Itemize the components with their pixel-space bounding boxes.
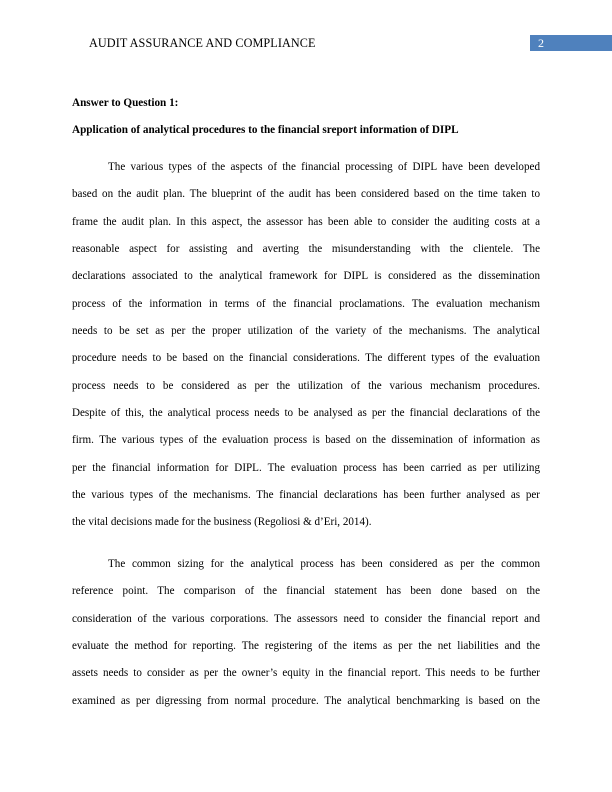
paragraph-line: the vital decisions made for the business (Regoliosi & d’Eri, 2014). bbox=[72, 516, 372, 529]
paragraph-line: reference point. The comparison of the financial statement has been done based on the bbox=[72, 585, 540, 598]
paragraph-line: frame the audit plan. In this aspect, the assessor has been able to consider the auditing costs at a bbox=[72, 215, 540, 228]
paragraph-2 bbox=[72, 551, 540, 715]
paragraph-line: reasonable aspect for assisting and averting the misunderstanding with the clientele. The bbox=[72, 243, 540, 256]
paragraph-line: consideration of the various corporations. The assessors need to consider the financial report and bbox=[72, 612, 540, 625]
section-heading: Application of analytical procedures to the financial sreport information of DIPL bbox=[72, 124, 459, 136]
paragraph-line: procedure needs to be based on the financial considerations. The different types of the evaluation bbox=[72, 352, 540, 365]
paragraph-line: The common sizing for the analytical process has been considered as per the common bbox=[108, 558, 540, 570]
paragraph-line: examined as per digressing from normal procedure. The analytical benchmarking is based on the bbox=[72, 694, 540, 707]
paragraph-line: process of the information in terms of the financial proclamations. The evaluation mechanism bbox=[72, 297, 540, 310]
paragraph-line: declarations associated to the analytical framework for DIPL is considered as the dissemination bbox=[72, 270, 540, 283]
paragraph-line: Despite of this, the analytical process needs to be analysed as per the financial declarations of the bbox=[72, 407, 540, 420]
paragraph-line: assets needs to consider as per the owner’s equity in the financial report. This needs to be further bbox=[72, 667, 540, 680]
paragraph-1 bbox=[72, 154, 540, 537]
paragraph-line: per the financial information for DIPL. The evaluation process has been carried as per utilizing bbox=[72, 461, 540, 474]
paragraph-line: firm. The various types of the evaluation process is based on the dissemination of information as bbox=[72, 434, 540, 447]
question-heading: Answer to Question 1: bbox=[72, 97, 179, 109]
paragraph-line: the various types of the mechanisms. The financial declarations has been further analysed as per bbox=[72, 489, 540, 502]
paragraph-line: process needs to be considered as per the utilization of the various mechanism procedures. bbox=[72, 379, 540, 392]
paragraph-line: evaluate the method for reporting. The registering of the items as per the net liabilities and the bbox=[72, 640, 540, 653]
paragraph-line: based on the audit plan. The blueprint of the audit has been considered based on the time taken to bbox=[72, 188, 540, 201]
paragraph-line: The various types of the aspects of the financial processing of DIPL have been developed bbox=[108, 161, 540, 173]
page-number-badge: 2 bbox=[530, 35, 612, 51]
paragraph-line: needs to be set as per the proper utilization of the variety of the mechanisms. The analytical bbox=[72, 325, 540, 338]
running-header-title: AUDIT ASSURANCE AND COMPLIANCE bbox=[89, 36, 316, 50]
